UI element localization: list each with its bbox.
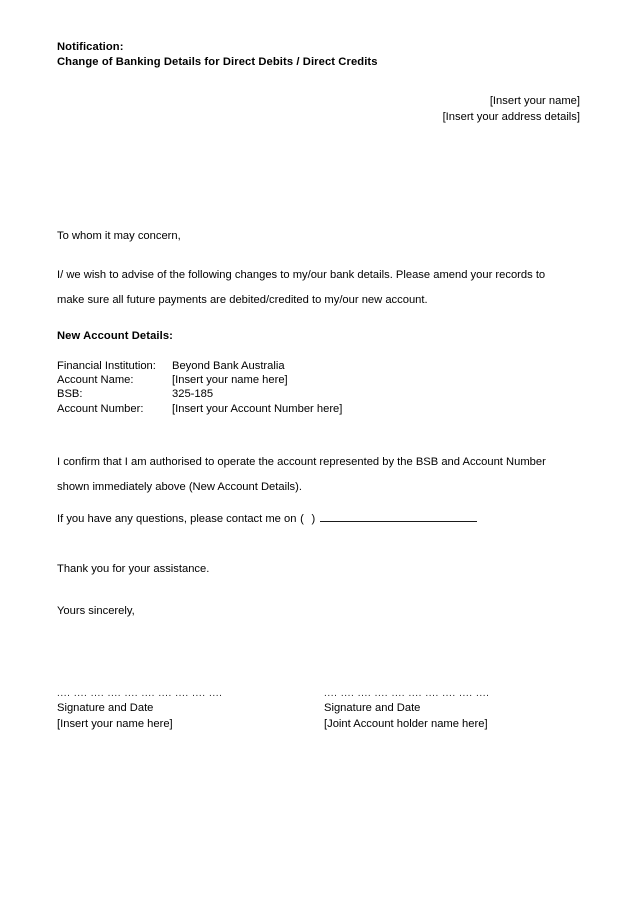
table-row (57, 402, 342, 416)
addressee-address: [Insert your address details] (442, 110, 580, 123)
section-title-new-account-details: New Account Details: (57, 330, 173, 342)
addressee-name: [Insert your name] (489, 95, 580, 107)
signature-caption: Signature and Date (324, 702, 421, 714)
table-row (57, 359, 342, 373)
signoff-line: Yours sincerely, (57, 605, 135, 617)
phone-number-field[interactable] (320, 511, 477, 522)
signature-caption: Signature and Date (57, 702, 154, 714)
signature-name: [Insert your name here] (57, 717, 173, 730)
paren-close: ) (311, 513, 316, 525)
signature-block-primary (57, 688, 223, 732)
paragraph-confirm: I confirm that I am authorised to operate the account represented by the BSB and Account Number shown immediately above (New Account Details). (57, 456, 546, 493)
detail-label: BSB: (57, 388, 83, 401)
paren-open: ( (300, 513, 305, 525)
table-row (57, 373, 342, 387)
detail-value: 325-185 (172, 388, 214, 401)
document-heading (57, 40, 378, 70)
paragraph-advise: I/ we wish to advise of the following changes to my/our bank details. Please amend your records to make sure all future payments are debited/credited to my/our new account. (57, 269, 546, 306)
contact-line-text: If you have any questions, please contact me on (57, 513, 297, 525)
contact-line (57, 511, 477, 527)
table-row (57, 387, 342, 401)
addressee-block (443, 94, 580, 125)
detail-label: Account Name: (57, 374, 134, 387)
salutation: To whom it may concern, (57, 230, 181, 242)
signature-name: [Joint Account holder name here] (324, 717, 488, 730)
heading-line-1: Notification: (57, 41, 124, 53)
area-code-field[interactable] (296, 513, 315, 525)
signature-line[interactable]: .... .... .... .... .... .... .... .... .... .... (57, 688, 223, 699)
detail-value: [Insert your Account Number here] (172, 402, 343, 415)
heading-line-2: Change of Banking Details for Direct Debits / Direct Credits (57, 56, 378, 68)
account-details-table (57, 359, 342, 416)
signature-block-joint (324, 688, 490, 732)
signature-line[interactable]: .... .... .... .... .... .... .... .... .... .... (324, 688, 490, 699)
detail-value: Beyond Bank Australia (172, 360, 285, 372)
thanks-line: Thank you for your assistance. (57, 563, 210, 575)
detail-value: [Insert your name here] (172, 374, 288, 387)
detail-label: Account Number: (57, 402, 144, 415)
detail-label: Financial Institution: (57, 360, 156, 372)
